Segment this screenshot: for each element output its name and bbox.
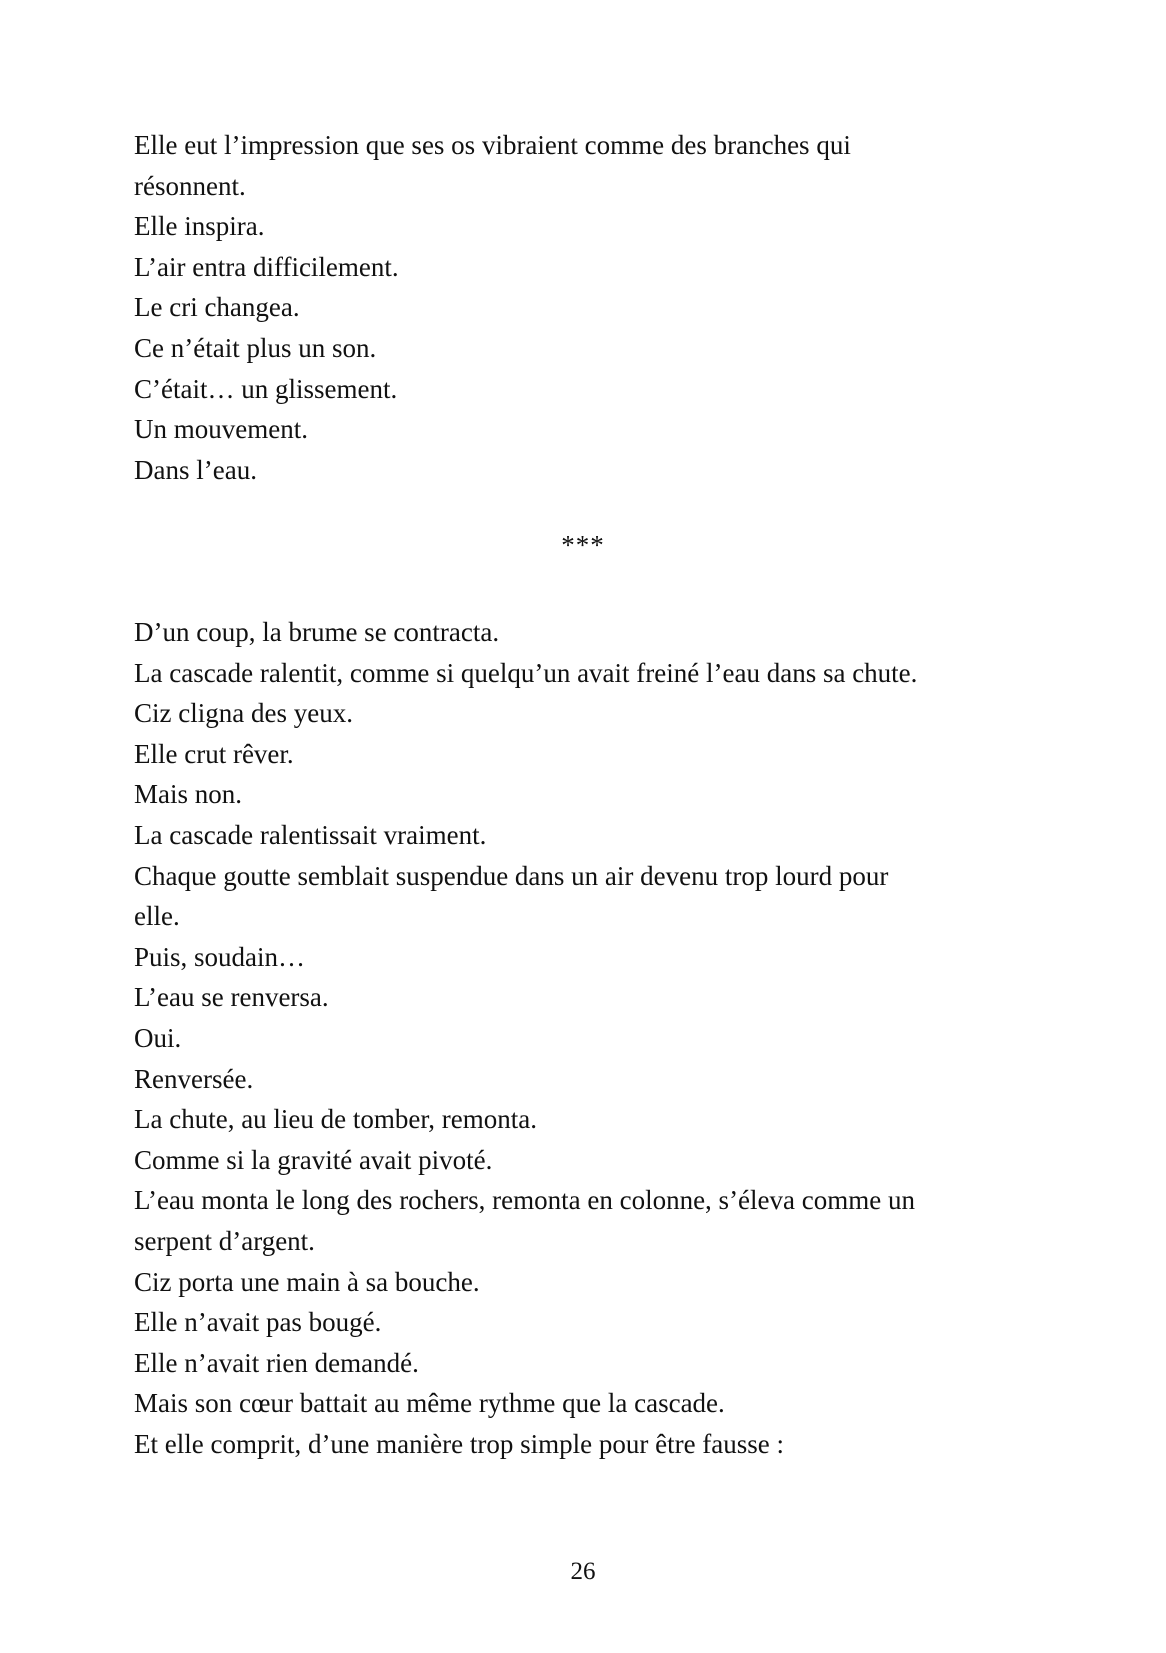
section-separator: ***	[561, 530, 605, 560]
text-line: Ce n’était plus un son.	[134, 332, 377, 363]
text-line: Mais non.	[134, 779, 242, 810]
text-line: C’était… un glissement.	[134, 373, 398, 404]
text-line: Un mouvement.	[134, 414, 308, 445]
paragraph-block-2	[134, 612, 1034, 1464]
text-line: Comme si la gravité avait pivoté.	[134, 1144, 493, 1175]
text-line: Ciz cligna des yeux.	[134, 698, 353, 729]
text-line: Elle n’avait rien demandé.	[134, 1347, 419, 1378]
paragraph-block-1	[134, 125, 1034, 490]
text-line: Le cri changea.	[134, 292, 300, 323]
text-line: elle.	[134, 901, 180, 932]
text-line: Puis, soudain…	[134, 941, 306, 972]
text-line: L’eau monta le long des rochers, remonta en colonne, s’éleva comme un	[134, 1185, 915, 1216]
text-line: La chute, au lieu de tomber, remonta.	[134, 1104, 538, 1135]
text-line: D’un coup, la brume se contracta.	[134, 617, 500, 647]
text-line: serpent d’argent.	[134, 1225, 315, 1256]
text-line: Elle n’avait pas bougé.	[134, 1307, 382, 1338]
text-line: Elle eut l’impression que ses os vibraient comme des branches qui	[134, 130, 851, 160]
text-line: résonnent.	[134, 170, 246, 201]
text-line: Et elle comprit, d’une manière trop simple pour être fausse :	[134, 1428, 785, 1459]
text-line: Ciz porta une main à sa bouche.	[134, 1266, 480, 1297]
text-line: L’air entra difficilement.	[134, 251, 399, 282]
page-number: 26	[570, 1558, 596, 1585]
text-line: La cascade ralentit, comme si quelqu’un avait freiné l’eau dans sa chute.	[134, 657, 918, 688]
text-line: La cascade ralentissait vraiment.	[134, 819, 487, 850]
text-line: Elle inspira.	[134, 211, 265, 242]
text-line: Renversée.	[134, 1063, 254, 1094]
text-line: Mais son cœur battait au même rythme que la cascade.	[134, 1388, 725, 1419]
text-line: Dans l’eau.	[134, 454, 257, 485]
text-line: Chaque goutte semblait suspendue dans un air devenu trop lourd pour	[134, 860, 889, 891]
text-line: Oui.	[134, 1022, 182, 1053]
text-line: L’eau se renversa.	[134, 982, 329, 1013]
text-line: Elle crut rêver.	[134, 738, 294, 769]
